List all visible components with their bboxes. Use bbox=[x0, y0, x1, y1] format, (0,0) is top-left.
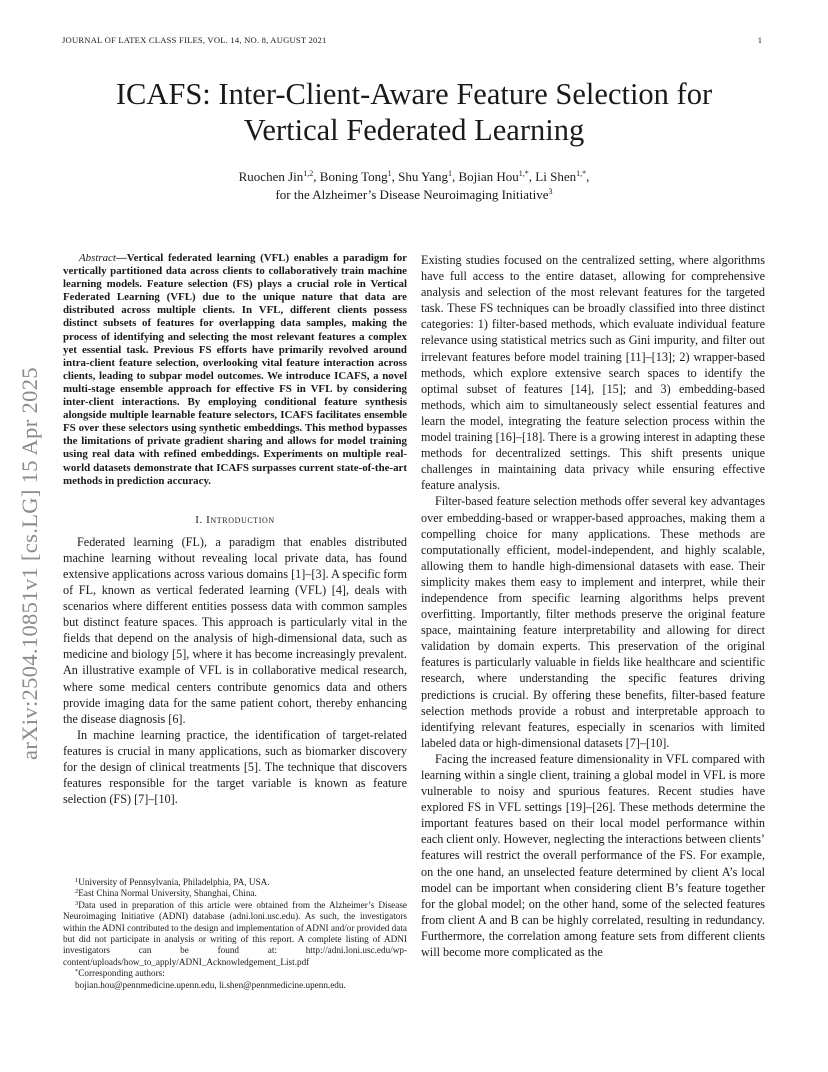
consortium-line: for the Alzheimer’s Disease Neuroimaging Initiative$^3$ bbox=[275, 187, 553, 202]
running-header: JOURNAL OF LATEX CLASS FILES, VOL. 14, NO. 8, AUGUST 2021 bbox=[62, 35, 327, 45]
abstract: Abstract—Vertical federated learning (VFL) enables a paradigm for vertically partitioned data across clients to collaboratively train machine learning models. Feature selection (FS) plays a crucial role in Vertical Federated Learning (VFL) due to the unique nature that data are distributed across multiple clients. In VFL, different clients possess distinct subsets of features for overlapping data samples, making the process of identifying and selecting the most relevant features a complex yet essential task. Previous FS efforts have primarily revolved around intra-client feature selection, overlooking vital feature interaction across clients, leading to subpar model outcomes. We introduce ICAFS, a novel multi-stage ensemble approach for effective FS in VFL by considering inter-client interactions. By employing conditional feature synthesis alongside multiple learnable feature selectors, ICAFS facilitates ensemble FS over these selectors using synthetic embeddings. This method bypasses the limitations of private gradient sharing and allows for model training using real data with refined embeddings. Experiments on multiple real-world datasets demonstrate that ICAFS surpasses current state-of-the-art methods in prediction accuracy. bbox=[63, 252, 407, 487]
footnote-emails: bojian.hou@pennmedicine.upenn.edu, li.shen@pennmedicine.upenn.edu. bbox=[75, 979, 346, 990]
left-column bbox=[63, 252, 407, 807]
page-number: 1 bbox=[757, 35, 762, 45]
section-heading-introduction: I. Introduction bbox=[195, 513, 275, 526]
paragraph: In machine learning practice, the identification of target-related features is crucial in many applications, such as biomarker discovery for the design of clinical treatments [5]. The technique that discovers features responsible for the target variable is known as feature selection (FS) [7]–[10]. bbox=[63, 727, 407, 807]
paragraph: Facing the increased feature dimensionality in VFL compared with learning within a single client, training a global model in VFL is more vulnerable to noisy and spurious features. Recent studies have explored FS in VFL settings [19]–[26]. These methods determine the important features based on their local model performance within each client only. However, neglecting the interactions between clients’ features will restrict the overall performance of the FS. For example, on the one hand, an unselected feature determined by client A’s local model can be important when considering client B’s feature together for the global model; on the other hand, some of the selected features from client A and B can be highly correlated, resulting in redundancy. Furthermore, the correlation among feature sets from different clients will become more complicated as the bbox=[421, 751, 765, 960]
footnote: $^2$East China Normal University, Shanghai, China. bbox=[75, 888, 257, 899]
arxiv-stamp: arXiv:2504.10851v1 [cs.LG] 15 Apr 2025 bbox=[17, 367, 42, 760]
footnote: $^1$University of Pennsylvania, Philadelphia, PA, USA. bbox=[75, 877, 270, 887]
paragraph: Filter-based feature selection methods offer several key advantages over embedding-based or wrapper-based approaches, making them a compelling choice for many applications. These methods are computationally efficient, model-independent, and highly scalable, allowing them to handle high-dimensional datasets with ease. Their simplicity makes them easy to implement and interpret, while their independence from specific learning algorithms helps prevent overfitting. Importantly, filter methods preserve the original feature space, maintaining feature interpretability and allowing for direct validation by domain experts. This preservation of the original features is particularly valuable in fields like healthcare and scientific research, where understanding the specific features driving predictions is crucial. By offering these benefits, filter-based feature selection methods provide a robust and interpretable approach to identifying relevant features, especially in scenarios with limited labeled data or high-dimensional datasets [7]–[10]. bbox=[421, 494, 765, 750]
paper-title bbox=[0, 76, 828, 148]
author-block bbox=[0, 168, 828, 204]
title-line-2: Vertical Federated Learning bbox=[243, 113, 585, 147]
footnote: *Corresponding authors: bbox=[75, 968, 165, 979]
author-list: Ruochen Jin$^{1,2}$, Boning Tong$^1$, Shu Yang$^1$, Bojian Hou$^{1,*}$, Li Shen$^{1,*}$, bbox=[238, 169, 590, 184]
right-column bbox=[421, 252, 765, 960]
footnotes bbox=[63, 877, 407, 991]
footnote: $^3$Data used in preparation of this article were obtained from the Alzheimer’s Disease Neuroimaging Initiative (ADNI) database (adni.loni.usc.edu). As such, the investigators within the ADNI contributed to the design and implementation of ADNI and/or provided data but did not participate in analysis or writing of this report. A complete listing of ADNI investigators can be found at: http://adni.loni.usc.edu/wp-content/uploads/how_to_apply/ADNI_Acknowledgement_List.pdf bbox=[63, 899, 407, 967]
paragraph: Existing studies focused on the centralized setting, where algorithms have full access to the entire dataset, allowing for comprehensive analysis and selection of the most relevant features for the targeted task. These FS techniques can be broadly classified into three distinct categories: 1) filter-based methods, which evaluate individual feature relevance using statistical metrics such as Gini impurity, and filter out irrelevant features before model training [11]–[13]; 2) wrapper-based methods, which explore extensive search spaces to identify the optimal subset of features [14], [15]; and 3) embedding-based methods, which aim to simultaneously select essential features and learn the model, integrating the feature selection process within the model training [16]–[18]. There is a growing interest in adapting these methods for decentralized settings. This shift presents unique challenges in maintaining data privacy while ensuring effective feature analysis. bbox=[421, 253, 765, 493]
paragraph: Federated learning (FL), a paradigm that enables distributed machine learning without revealing local private data, has found extensive applications across various domains [1]–[3]. A specific form of FL, known as vertical federated learning (VFL) [4], deals with scenarios where different entities possess data with common samples but distinct feature spaces. This approach is particularly vital in the fields that depend on the analysis of high-dimensional data, such as medicine and biology [5], where it has become increasingly prevalent. An illustrative example of VFL is in collaborative medical research, where some medical centers contribute genomics data and others provide imaging data for the same patient cohort, thereby enhancing the disease diagnosis [6]. bbox=[63, 534, 407, 726]
title-line-1: ICAFS: Inter-Client-Aware Feature Selection for bbox=[115, 77, 713, 111]
